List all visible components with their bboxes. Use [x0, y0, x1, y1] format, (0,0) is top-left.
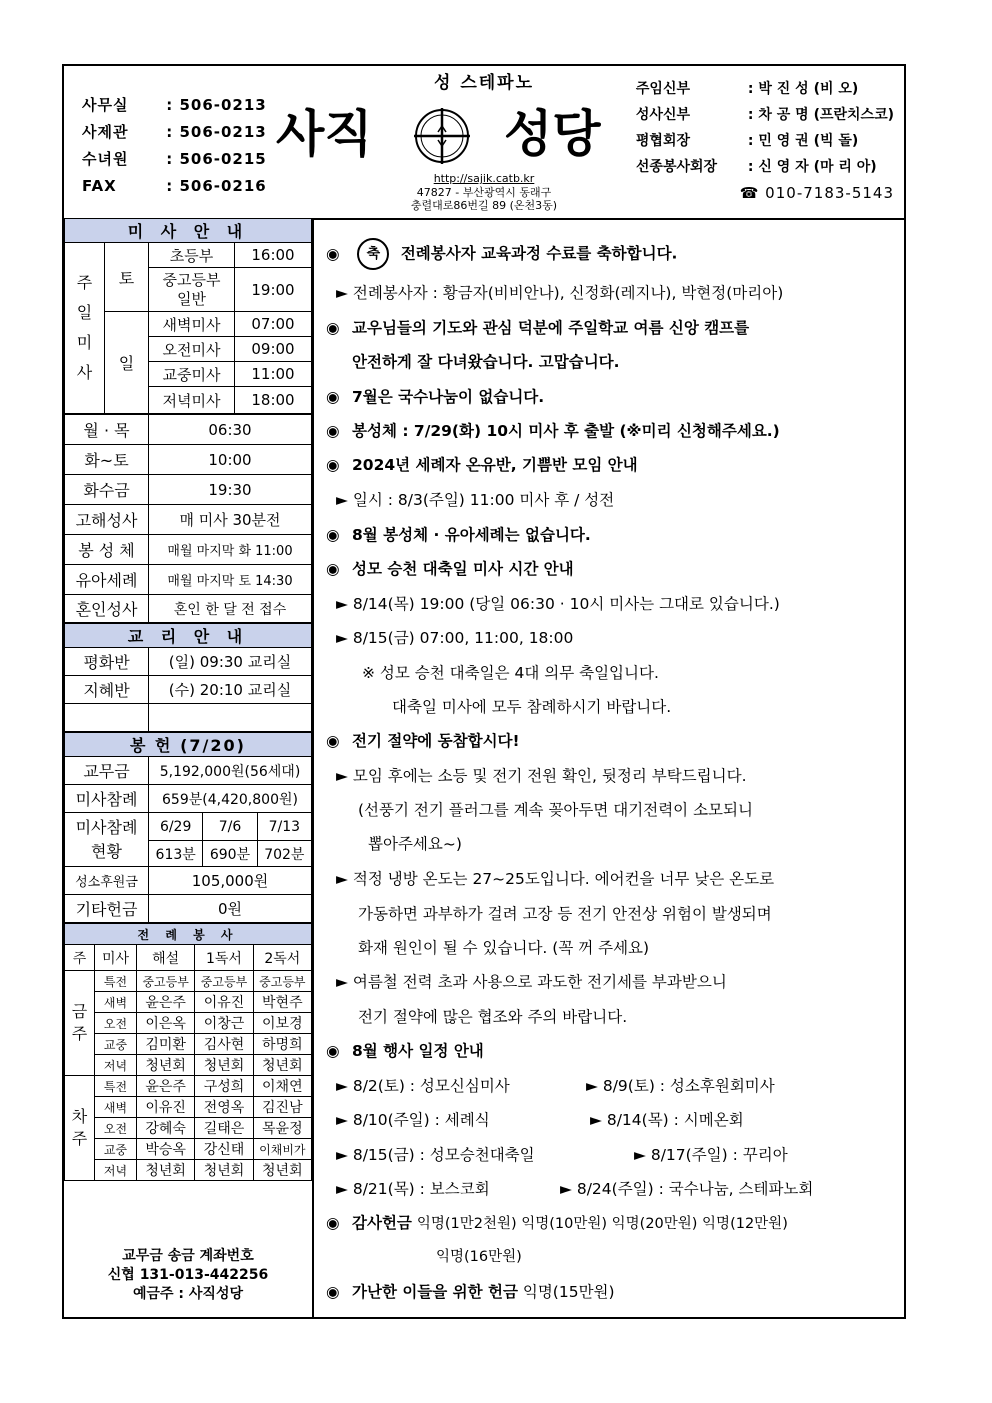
doctrine-table: 교 리 안 내 평화반 (일) 09:30 교리실 지혜반 (수) 20:10 교리실 [64, 623, 312, 732]
bullet-icon: ◉ [326, 732, 340, 750]
offering-title: 봉 헌 (7/20) [65, 733, 312, 757]
bullet-icon: ◉ [326, 560, 340, 578]
notice-column: ◉ 축 전례봉사자 교육과정 수료를 축하합니다. ► 전례봉사자 : 황금자(비비안나), 신정화(레지나), 박현정(마리아) ◉ 교우님들의 기도와 관심 덕분에 주일학교 여름 신앙 캠프를 안전하게 잘 다녀왔습니다. 고맙습니다. ◉ 7월은 국수나눔이 없습니다. ◉ 봉성체 : 7/29(화) 10시 미사 후 출발 (※미리 신청해주세요.) ◉ 2024년 세례자 온유반, 기쁨반 모임 안내 ► 일시 : 8/3(주일) 11:00 미사 후 / 성전 ◉ 8월 봉성체 · 유아세례는 없습니다. ◉ 성모 승천 대축일 미사 시간 안내 ► 8/14(목) 19:00 (당일 06:30 · 10시 미사는 그대로 있습니다.) ► 8/15(금) 07:00, 11:00, 18:00 ※ 성모 승천 대축일은 4대 의무 축일입니다. 대축일 미사에 모두 참례하시기 바랍니다. ◉ 전기 절약에 동참합시다! ► 모임 후에는 소등 및 전기 전원 확인, 뒷정리 부탁드립니다. (선풍기 전기 플러그를 계속 꽂아두면 대기전력이 소모되니 뽑아주세요~) ► 적정 냉방 온도는 27~25도입니다. 에어컨을 너무 낮은 온도로 가동하면 과부하가 걸려 고장 등 전기 안전상 위험이 발생되며 화재 원인이 될 수 있습니다. (꼭 꺼 주세요) ► 여름철 전력 초과 사용으로 과도한 전기세를 부과받으니 전기 절약에 많은 협조와 주의 바랍니다. ◉ 8월 행사 일정 안내 ► 8/2(토) : 성모신심미사 ► 8/9(토) : 성소후원회미사 ► 8/10(주일) : 세례식 ► 8/14(목) : 시메온회 ► 8/15(금) : 성모승천대축일 ► 8/17(주일) : 꾸리아 ► 8/21(목) : 보스코회 ► 8/24(주일) : 국수나눔, 스테파노회 ◉ 감사헌금 익명(1만2천원) 익명(10만원) 익명(20만원) 익명(12만원) 익명(16만원) ◉ 가난한 이들을 위한 헌금 익명(15만원) [314, 218, 904, 1317]
bullet-icon: ◉ [326, 319, 340, 337]
contact-fax: FAX : 506-0216 [82, 177, 267, 195]
notice-8: ◉ 전기 절약에 동참합시다! [326, 732, 520, 750]
contact-convent: 수녀원 : 506-0215 [82, 150, 267, 168]
offering-table: 봉 헌 (7/20) 교무금 5,192,000원(56세대) 미사참례 659분(4,420,800원) 미사참례 현황 6/29 7/6 7/13 613분 690분 702분 성소후원금 105,000원 기타헌금 0원 [64, 732, 312, 923]
mass-title: 미 사 안 내 [65, 219, 312, 243]
bullet-icon: ◉ [326, 526, 340, 544]
bullet-icon: ◉ [326, 1042, 340, 1060]
notice-6: ◉ 8월 봉성체 · 유아세례는 없습니다. [326, 526, 591, 544]
parish-patron: 성 스테파노 [433, 73, 535, 93]
notice-9: ◉ 8월 행사 일정 안내 [326, 1042, 484, 1060]
staff-assistant: 성사신부 : 차 공 명 (프란치스코) [635, 107, 894, 123]
notice-2: ◉ 교우님들의 기도와 관심 덕분에 주일학교 여름 신앙 캠프를 [326, 319, 750, 337]
notice-1: ◉ 축 전례봉사자 교육과정 수료를 축하합니다. [326, 238, 677, 270]
sunday-label: 일 [105, 312, 149, 414]
notice-3: ◉ 7월은 국수나눔이 없습니다. [326, 388, 545, 406]
notice-7: ◉ 성모 승천 대축일 미사 시간 안내 [326, 560, 574, 578]
liturgy-title: 전 례 봉 사 [65, 924, 312, 945]
mass-schedule-table: 미 사 안 내 주 일 미 사 토 초등부 16:00 중고등부 일반 19:00 일 새벽미사 07:00 오전미사 09:00 교중미사 11:00 저녁미사 18:00 [64, 218, 312, 414]
bullet-icon: ◉ [326, 1283, 340, 1301]
bullet-icon: ◉ [326, 1214, 340, 1232]
bulletin-frame [62, 64, 906, 1319]
parish-name-right: 성당 [504, 105, 601, 163]
parish-name-left: 사직 [276, 105, 373, 163]
saturday-label: 토 [105, 243, 149, 312]
address: 47827 - 부산광역시 동래구 충렬대로86번길 89 (온천3동) [410, 186, 558, 212]
cross-logo-icon [410, 104, 474, 168]
staff-council: 평협회장 : 민 영 권 (빅 돌) [635, 133, 859, 149]
bullet-icon: ◉ [326, 388, 340, 406]
bullet-icon: ◉ [326, 422, 340, 440]
header [64, 66, 904, 220]
notice-11: ◉ 가난한 이들을 위한 헌금 익명(15만원) [326, 1283, 615, 1301]
phone-number: ☎ 010-7183-5143 [739, 184, 894, 202]
liturgy-table: 전 례 봉 사 주 미사 해설 1독서 2독서 금주 특전 중고등부 중고등부 중고등부 새벽 윤은주 이유진 박현주 오전 이은옥 이창근 이보경 교중 김미환 김사현 하명희 저녁 청년회 청년회 청년회 차주 특전 윤은주 구성희 이채연 새벽 이유진 전영옥 김진남 오전 강혜숙 길태은 목윤정 교중 박승옥 강신태 이채비가 저녁 청년회 청년회 청년회 [64, 923, 312, 1181]
sunday-mass-label: 주 일 미 사 [65, 243, 105, 414]
account-info: 교무금 송금 계좌번호 신협 131-013-442256 예금주 : 사직성당 [107, 1248, 269, 1302]
notice-10: ◉ 감사헌금 익명(1만2천원) 익명(10만원) 익명(20만원) 익명(12만원) [326, 1214, 788, 1232]
staff-pastor: 주임신부 : 박 진 성 (비 오) [635, 81, 859, 97]
staff-list [636, 76, 894, 180]
weekday-schedule-table: 월 · 목 06:30 화~토 10:00 화수금 19:30 고해성사 매 미사 30분전 봉 성 체 매월 마지막 화 11:00 유아세례 매월 마지막 토 14:30 혼인성사 혼인 한 달 전 접수 [64, 414, 312, 623]
celebrate-badge-icon: 축 [357, 238, 389, 270]
doctrine-title: 교 리 안 내 [65, 624, 312, 648]
notice-4: ◉ 봉성체 : 7/29(화) 10시 미사 후 출발 (※미리 신청해주세요.) [326, 422, 780, 440]
staff-funeral: 선종봉사회장 : 신 영 자 (마 리 아) [635, 159, 877, 175]
notice-5: ◉ 2024년 세례자 온유반, 기쁨반 모임 안내 [326, 456, 638, 474]
bullet-icon: ◉ [326, 456, 340, 474]
contact-rectory: 사제관 : 506-0213 [82, 123, 267, 141]
website-link[interactable]: http://sajik.catb.kr [433, 172, 535, 185]
contact-office: 사무실 : 506-0213 [82, 96, 267, 114]
bullet-icon: ◉ [326, 244, 340, 263]
left-column [64, 218, 314, 1317]
